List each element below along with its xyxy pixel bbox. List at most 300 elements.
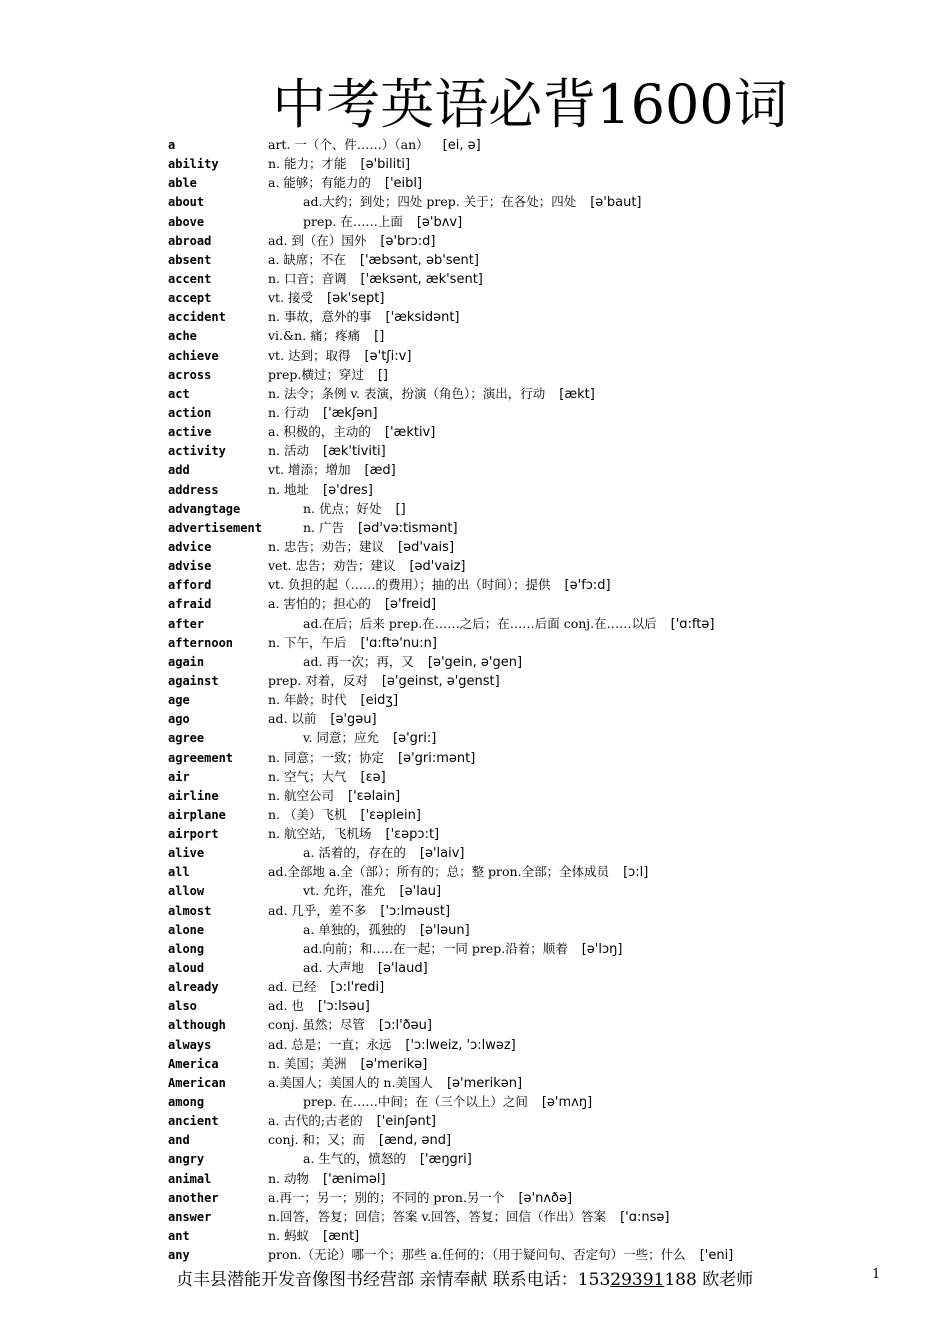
- vocab-definition: [268, 155, 410, 174]
- vocab-phonetic: ['ɔ:lməust]: [380, 903, 451, 919]
- vocab-word: advertisement: [168, 520, 262, 535]
- vocab-word: absent: [168, 252, 212, 267]
- vocab-word: agreement: [168, 750, 234, 765]
- vocab-meaning: n. 年龄；时代: [268, 692, 347, 708]
- vocab-meaning: n. 事故，意外的事: [268, 309, 372, 325]
- vocab-word: after: [168, 616, 205, 631]
- vocab-phonetic: [ək'sept]: [327, 291, 385, 307]
- vocab-entry: [168, 174, 928, 193]
- vocab-meaning: ad. 大声地: [303, 960, 364, 976]
- vocab-phonetic: ['ɑ:ftə]: [670, 616, 715, 632]
- vocab-word: ago: [168, 712, 190, 727]
- vocab-definition: [303, 615, 714, 634]
- vocab-phonetic: [əd'və:tismənt]: [358, 520, 458, 536]
- footer-contact: [176, 1268, 753, 1292]
- vocab-definition: [268, 481, 373, 500]
- vocab-definition: [268, 1074, 522, 1093]
- vocab-definition: [303, 213, 462, 232]
- vocab-entry: [168, 787, 928, 806]
- vocab-definition: [268, 308, 459, 327]
- vocab-word: and: [168, 1133, 190, 1148]
- vocab-phonetic: [æk'tiviti]: [323, 444, 386, 460]
- vocab-entry: [168, 461, 928, 480]
- vocab-entry: [168, 270, 928, 289]
- vocab-word: accent: [168, 271, 212, 286]
- vocab-meaning: vt. 允许，准允: [303, 883, 386, 899]
- vocab-phonetic: [ə'biliti]: [360, 157, 411, 173]
- vocab-meaning: a.美国人；美国人的 n.美国人: [268, 1074, 433, 1090]
- vocab-entry: [168, 1016, 928, 1035]
- vocab-entry: [168, 691, 928, 710]
- vocab-word: advice: [168, 539, 212, 554]
- vocab-word: afford: [168, 578, 212, 593]
- vocab-meaning: n.回答，答复；回信；答案 v.回答，答复；回信（作出）答案: [268, 1208, 607, 1224]
- vocab-entry: [168, 882, 928, 901]
- vocab-phonetic: ['ækʃən]: [323, 405, 378, 421]
- vocab-phonetic: ['æbsənt, əb'sent]: [359, 252, 479, 268]
- vocab-word: afraid: [168, 597, 212, 612]
- vocab-word: active: [168, 425, 212, 440]
- vocab-definition: [268, 997, 370, 1016]
- vocab-definition: [268, 251, 479, 270]
- vocab-entry: [168, 940, 928, 959]
- vocab-meaning: ad.全部地 a.全（部）；所有的；总；整 pron.全部；全体成员: [268, 864, 610, 880]
- vocab-phonetic: ['æksidənt]: [385, 310, 460, 326]
- vocab-entry: [168, 193, 928, 212]
- vocab-phonetic: [ə'laud]: [377, 961, 428, 977]
- vocab-phonetic: [eidʒ]: [360, 693, 399, 709]
- vocab-phonetic: [ə'nʌðə]: [518, 1190, 573, 1206]
- vocab-definition: [268, 749, 475, 768]
- vocab-word: any: [168, 1248, 190, 1263]
- vocab-meaning: vi.&n. 痛；疼痛: [268, 328, 361, 344]
- vocab-entry: [168, 232, 928, 251]
- vocab-phonetic: [ə'merikə]: [360, 1056, 428, 1072]
- vocab-entry: [168, 634, 928, 653]
- vocab-meaning: pron.（无论）哪一个；那些 a.任何的；（用于疑问句、否定句）一些；什么: [268, 1247, 686, 1263]
- vocab-definition: [268, 863, 648, 882]
- vocab-word: advangtage: [168, 501, 241, 516]
- vocab-definition: [303, 653, 522, 672]
- vocab-definition: [303, 729, 436, 748]
- vocab-phonetic: [ænt]: [323, 1229, 360, 1245]
- vocab-entry: [168, 385, 928, 404]
- vocab-meaning: n. 广告: [303, 519, 344, 535]
- vocab-entry: [168, 500, 928, 519]
- vocab-word: accept: [168, 291, 212, 306]
- vocab-definition: [268, 595, 436, 614]
- vocab-phonetic: [ə'merikən]: [446, 1075, 523, 1091]
- vocab-meaning: v. 同意；应允: [303, 730, 380, 746]
- vocab-word: able: [168, 176, 197, 191]
- vocab-phonetic: [ə'ləun]: [419, 922, 470, 938]
- vocab-definition: [268, 1036, 516, 1055]
- vocab-entry: [168, 653, 928, 672]
- vocab-word: ant: [168, 1229, 190, 1244]
- vocab-meaning: n. 空气；大气: [268, 768, 347, 784]
- vocab-entry: [168, 519, 928, 538]
- vocab-word: airplane: [168, 807, 226, 822]
- vocab-word: add: [168, 463, 190, 478]
- vocab-meaning: a. 生气的，愤怒的: [303, 1151, 406, 1167]
- vocab-phonetic: [ə'tʃi:v]: [364, 348, 412, 364]
- vocab-phonetic: []: [374, 329, 385, 345]
- vocab-definition: [268, 1208, 669, 1227]
- vocab-meaning: n. 能力；才能: [268, 156, 347, 172]
- vocab-definition: [268, 461, 396, 480]
- vocab-entry: [168, 710, 928, 729]
- page-number: 1: [872, 1267, 881, 1282]
- vocab-word: about: [168, 195, 205, 210]
- vocab-definition: [268, 768, 386, 787]
- page-title: 中考英语必背1600词: [272, 73, 788, 136]
- vocab-phonetic: [ɔ:l'redi]: [330, 980, 385, 996]
- vocab-entry: [168, 1246, 928, 1265]
- vocab-phonetic: [ə'gein, ə'gen]: [427, 654, 523, 670]
- vocab-meaning: ad. 总是；一直；永远: [268, 1036, 392, 1052]
- vocab-meaning: ad. 也: [268, 998, 304, 1014]
- vocab-word: air: [168, 769, 190, 784]
- vocab-definition: [268, 1016, 432, 1035]
- footer-text: 贞丰县潜能开发音像图书经营部 亲情奉献 联系电话：153: [176, 1270, 611, 1290]
- vocab-definition: [268, 385, 595, 404]
- vocab-phonetic: [ə'laiv]: [419, 846, 465, 862]
- vocab-meaning: n. 下午，午后: [268, 634, 347, 650]
- vocab-phonetic: ['ɛəplein]: [360, 807, 421, 823]
- vocab-word: age: [168, 693, 190, 708]
- vocab-phonetic: [ə'bʌv]: [416, 214, 463, 230]
- vocab-meaning: a. 古代的;古老的: [268, 1113, 363, 1129]
- vocab-meaning: n. 同意；一致；协定: [268, 749, 384, 765]
- vocab-phonetic: [ænd, ənd]: [378, 1133, 452, 1149]
- vocab-entry: [168, 997, 928, 1016]
- vocab-word: already: [168, 980, 219, 995]
- vocab-meaning: a. 活着的，存在的: [303, 845, 406, 861]
- vocab-phonetic: ['æksənt, æk'sent]: [360, 271, 483, 287]
- vocab-word: along: [168, 941, 205, 956]
- vocab-meaning: ad. 以前: [268, 711, 317, 727]
- vocab-entry: [168, 863, 928, 882]
- vocab-word: against: [168, 673, 219, 688]
- vocab-definition: [268, 1189, 572, 1208]
- vocab-word: ache: [168, 329, 197, 344]
- vocab-phonetic: [ə'freid]: [384, 597, 437, 613]
- vocab-phonetic: [ə'lɔŋ]: [581, 941, 623, 957]
- vocab-meaning: ad. 几乎，差不多: [268, 902, 367, 918]
- vocab-meaning: a. 害怕的；担心的: [268, 596, 371, 612]
- vocab-phonetic: []: [377, 367, 389, 383]
- vocab-word: although: [168, 1018, 226, 1033]
- vocab-meaning: ad.向前；和…..在一起；一同 prep.沿着；顺着: [303, 940, 568, 956]
- vocab-word: aloud: [168, 961, 205, 976]
- vocab-word: also: [168, 999, 197, 1014]
- footer-text-end: 188 欧老师: [664, 1270, 754, 1290]
- vocab-definition: [303, 1150, 472, 1169]
- vocab-definition: [268, 366, 388, 385]
- vocab-meaning: vt. 增添；增加: [268, 462, 351, 478]
- vocab-meaning: prep.横过；穿过: [268, 366, 364, 382]
- vocab-word: across: [168, 367, 212, 382]
- vocab-phonetic: [əd'vais]: [398, 539, 455, 555]
- vocab-phonetic: [ɔ:l]: [623, 865, 649, 881]
- vocab-entry: [168, 595, 928, 614]
- vocab-phonetic: ['ɛəlain]: [348, 788, 401, 804]
- vocab-word: ability: [168, 157, 219, 172]
- vocab-definition: [268, 787, 400, 806]
- vocab-word: accident: [168, 310, 226, 325]
- vocab-phonetic: ['ɛəpɔ:t]: [385, 827, 440, 843]
- vocab-meaning: vet. 忠告；劝告；建议: [268, 558, 396, 574]
- vocab-word: answer: [168, 1209, 212, 1224]
- vocab-entry: [168, 538, 928, 557]
- vocab-word: action: [168, 405, 212, 420]
- vocab-phonetic: [ɔ:l'ðəu]: [378, 1018, 432, 1034]
- vocab-definition: [268, 1055, 427, 1074]
- vocab-meaning: conj. 和；又；而: [268, 1132, 365, 1148]
- vocab-entry: [168, 1074, 928, 1093]
- vocab-entry: [168, 1131, 928, 1150]
- vocab-meaning: prep. 在……上面: [303, 213, 403, 229]
- vocab-definition: [268, 289, 384, 308]
- vocab-entry: [168, 844, 928, 863]
- vocab-meaning: n. 动物: [268, 1170, 309, 1186]
- vocab-meaning: prep. 对着，反对: [268, 672, 368, 688]
- vocab-definition: [268, 634, 437, 653]
- vocab-phonetic: ['einʃənt]: [376, 1114, 436, 1130]
- vocab-definition: [268, 327, 384, 346]
- vocab-entry: [168, 213, 928, 232]
- vocab-meaning: n. 美国；美洲: [268, 1055, 347, 1071]
- vocab-phonetic: ['ɔ:lweiz, 'ɔ:lwəz]: [405, 1037, 516, 1053]
- vocab-meaning: n. 航空站，飞机场: [268, 826, 372, 842]
- vocab-definition: [303, 882, 441, 901]
- vocab-phonetic: ['ɔ:lsəu]: [317, 999, 370, 1015]
- vocab-definition: [268, 232, 436, 251]
- vocab-entry: [168, 825, 928, 844]
- vocab-definition: [268, 1131, 451, 1150]
- vocab-entry: [168, 806, 928, 825]
- vocab-word: agree: [168, 731, 205, 746]
- vocab-phonetic: [ə'gri:mənt]: [398, 750, 476, 766]
- vocab-word: ancient: [168, 1114, 219, 1129]
- vocab-definition: [268, 576, 611, 595]
- vocab-meaning: conj. 虽然；尽管: [268, 1017, 365, 1033]
- vocab-entry: [168, 481, 928, 500]
- vocab-meaning: a.再一；另一；别的；不同的 pron.另一个: [268, 1189, 505, 1205]
- vocab-entry: [168, 557, 928, 576]
- vocab-meaning: n. 航空公司: [268, 787, 334, 803]
- vocab-phonetic: ['æktiv]: [384, 425, 436, 441]
- vocab-definition: [268, 1170, 386, 1189]
- vocab-meaning: a. 单独的，孤独的: [303, 921, 406, 937]
- vocab-word: abroad: [168, 233, 212, 248]
- vocab-meaning: vt. 达到；取得: [268, 347, 351, 363]
- vocab-entry: [168, 902, 928, 921]
- vocab-entry: [168, 289, 928, 308]
- vocab-definition: [268, 806, 421, 825]
- vocab-entry: [168, 1112, 928, 1131]
- vocab-phonetic: [ə'mʌŋ]: [541, 1095, 593, 1111]
- vocab-meaning: prep. 在……中间；在（三个以上）之间: [303, 1094, 528, 1110]
- vocab-word: a: [168, 138, 176, 152]
- vocab-entry: [168, 768, 928, 787]
- vocab-definition: [268, 1246, 733, 1265]
- vocab-definition: [268, 902, 450, 921]
- vocab-entry: [168, 978, 928, 997]
- vocab-entry: [168, 921, 928, 940]
- vocab-entry: [168, 959, 928, 978]
- vocab-definition: [268, 691, 398, 710]
- vocab-meaning: ad. 再一次；再，又: [303, 653, 414, 669]
- vocab-phonetic: [ə'fɔ:d]: [564, 578, 611, 594]
- vocab-phonetic: [ə'gri:]: [393, 731, 437, 747]
- vocab-meaning: vt. 负担的起（……的费用）；抽的出（时间）；提供: [268, 577, 551, 593]
- vocab-entry: [168, 423, 928, 442]
- vocab-definition: [268, 136, 481, 155]
- vocab-word: animal: [168, 1171, 212, 1186]
- vocab-phonetic: [ækt]: [559, 386, 595, 402]
- vocab-definition: [268, 557, 466, 576]
- vocab-entry: [168, 1189, 928, 1208]
- vocab-definition: [303, 500, 406, 519]
- vocab-word: alone: [168, 922, 205, 937]
- vocab-word: activity: [168, 444, 226, 459]
- vocab-definition: [268, 538, 454, 557]
- vocab-word: again: [168, 654, 205, 669]
- vocab-phonetic: ['æniməl]: [323, 1171, 386, 1187]
- vocab-meaning: art. 一（个、件……）（an）: [268, 137, 429, 152]
- vocab-meaning: n. 活动: [268, 443, 309, 459]
- vocab-definition: [268, 442, 386, 461]
- vocab-definition: [268, 672, 500, 691]
- vocab-meaning: ad.大约；到处；四处 prep. 关于；在各处；四处: [303, 194, 577, 210]
- vocab-entry: [168, 1093, 928, 1112]
- vocab-definition: [268, 404, 378, 423]
- vocab-definition: [268, 347, 411, 366]
- vocab-definition: [268, 710, 377, 729]
- vocab-entry: [168, 136, 928, 155]
- vocab-definition: [268, 1112, 436, 1131]
- vocab-word: allow: [168, 884, 205, 899]
- vocab-phonetic: []: [395, 501, 406, 517]
- vocab-phonetic: [ə'brɔ:d]: [380, 233, 436, 249]
- vocab-word: among: [168, 1095, 205, 1110]
- vocab-word: almost: [168, 903, 212, 918]
- vocab-word: address: [168, 482, 219, 497]
- vocab-entry: [168, 672, 928, 691]
- vocab-entry: [168, 366, 928, 385]
- vocab-entry: [168, 442, 928, 461]
- vocab-word: afternoon: [168, 635, 234, 650]
- vocab-definition: [303, 519, 458, 538]
- vocab-phonetic: [ɛə]: [360, 769, 386, 785]
- vocab-word: act: [168, 386, 190, 401]
- vocab-meaning: n. （美）飞机: [268, 806, 347, 822]
- vocab-meaning: n. 法令；条例 v. 表演，扮演（角色）；演出，行动: [268, 385, 546, 401]
- vocab-phonetic: ['ɑ:nsə]: [620, 1209, 670, 1225]
- vocab-definition: [268, 1227, 359, 1246]
- vocab-phonetic: [ə'gəu]: [330, 712, 377, 728]
- vocab-entry: [168, 404, 928, 423]
- vocab-phonetic: [ei, ə]: [442, 138, 481, 153]
- vocab-meaning: a. 能够；有能力的: [268, 175, 371, 191]
- vocab-word: advise: [168, 559, 212, 574]
- vocab-entry: [168, 347, 928, 366]
- vocab-definition: [268, 978, 384, 997]
- vocab-meaning: ad. 到（在）国外: [268, 232, 367, 248]
- vocab-definition: [303, 844, 465, 863]
- vocab-definition: [303, 921, 470, 940]
- vocab-entry: [168, 1208, 928, 1227]
- vocab-phonetic: [æd]: [364, 463, 396, 479]
- vocab-meaning: n. 蚂蚁: [268, 1228, 309, 1244]
- vocab-definition: [303, 1093, 592, 1112]
- vocab-meaning: n. 优点；好处: [303, 500, 382, 516]
- vocab-meaning: n. 地址: [268, 481, 309, 497]
- vocab-meaning: a. 积极的，主动的: [268, 424, 371, 440]
- vocab-phonetic: [ə'dres]: [323, 482, 373, 498]
- vocab-phonetic: [ə'lau]: [399, 884, 442, 900]
- vocab-entry: [168, 1055, 928, 1074]
- vocab-entry: [168, 1227, 928, 1246]
- vocab-phonetic: ['eni]: [699, 1248, 734, 1264]
- vocab-phonetic: ['æŋgri]: [419, 1152, 472, 1168]
- vocab-definition: [268, 423, 435, 442]
- vocab-definition: [303, 193, 642, 212]
- vocabulary-list: [168, 136, 928, 1265]
- vocab-word: always: [168, 1037, 212, 1052]
- vocab-phonetic: [ə'baut]: [590, 195, 642, 211]
- vocab-definition: [268, 825, 439, 844]
- vocab-word: airline: [168, 788, 219, 803]
- vocab-meaning: ad. 已经: [268, 979, 317, 995]
- vocab-entry: [168, 327, 928, 346]
- vocab-word: angry: [168, 1152, 205, 1167]
- vocab-definition: [268, 174, 422, 193]
- vocab-entry: [168, 576, 928, 595]
- vocab-entry: [168, 1170, 928, 1189]
- vocab-entry: [168, 729, 928, 748]
- vocab-word: another: [168, 1190, 219, 1205]
- vocab-phonetic: ['ɑ:ftə'nu:n]: [360, 635, 437, 651]
- vocab-meaning: a. 缺席；不在: [268, 251, 346, 267]
- vocab-word: American: [168, 1075, 226, 1090]
- vocab-entry: [168, 749, 928, 768]
- vocab-phonetic: [ə'geinst, ə'genst]: [381, 673, 500, 689]
- vocab-entry: [168, 615, 928, 634]
- vocab-word: alive: [168, 846, 205, 861]
- vocab-definition: [303, 940, 622, 959]
- vocab-entry: [168, 308, 928, 327]
- vocab-entry: [168, 1036, 928, 1055]
- vocab-word: achieve: [168, 348, 219, 363]
- vocab-entry: [168, 1150, 928, 1169]
- vocab-meaning: vt. 接受: [268, 290, 314, 306]
- vocab-meaning: ad.在后；后来 prep.在……之后；在……后面 conj.在……以后: [303, 615, 657, 631]
- footer-phone-underlined: 29391: [610, 1270, 665, 1290]
- vocab-meaning: n. 忠告；劝告；建议: [268, 538, 384, 554]
- vocab-word: airport: [168, 827, 219, 842]
- vocab-definition: [303, 959, 428, 978]
- vocab-phonetic: [əd'vaiz]: [409, 559, 466, 575]
- vocab-entry: [168, 251, 928, 270]
- vocab-phonetic: ['eibl]: [384, 176, 423, 192]
- vocab-word: America: [168, 1056, 219, 1071]
- vocab-meaning: n. 口音；音调: [268, 270, 347, 286]
- vocab-word: all: [168, 865, 190, 880]
- vocab-definition: [268, 270, 483, 289]
- vocab-meaning: n. 行动: [268, 404, 309, 420]
